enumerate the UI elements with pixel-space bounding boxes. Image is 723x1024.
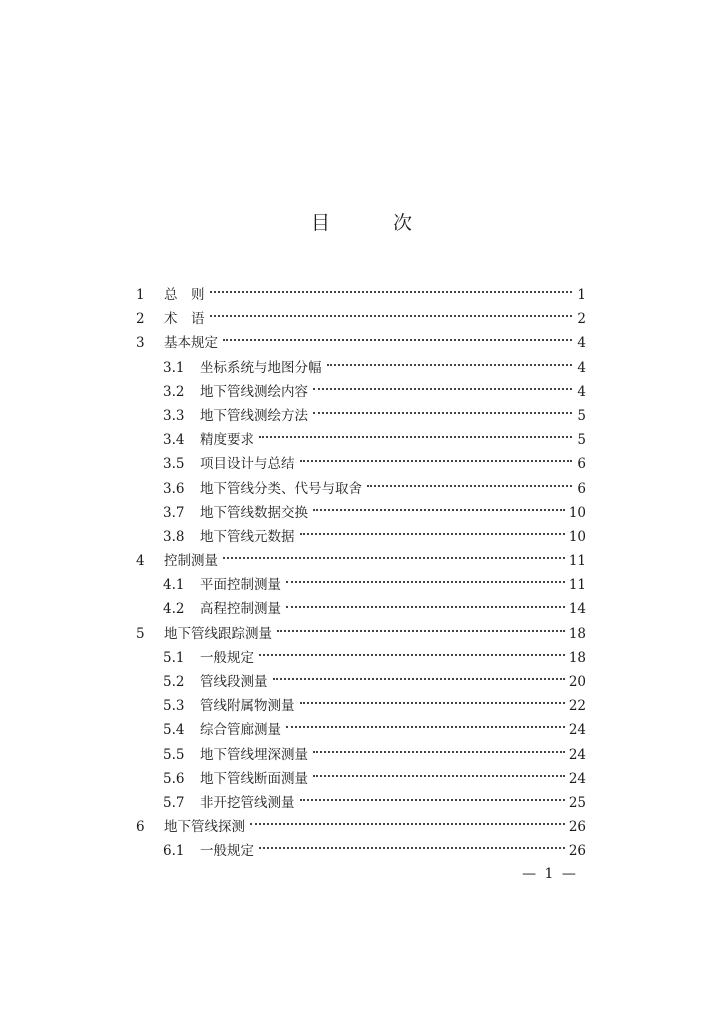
toc-entry-title: 地下管线分类、代号与取舍 <box>200 480 362 497</box>
toc-entry-number: 3 <box>136 335 145 352</box>
toc-entry-page: 24 <box>568 722 586 739</box>
toc-entry-page: 26 <box>568 819 586 836</box>
toc-dot-leader <box>300 702 565 704</box>
toc-dot-leader <box>277 630 565 632</box>
toc-entry[interactable] <box>136 525 586 549</box>
page-title: 目 次 <box>310 212 434 234</box>
page-number-footer: — 1 — <box>522 866 578 882</box>
toc-entry-title: 地下管线测绘方法 <box>200 407 308 424</box>
toc-dot-leader <box>313 775 565 777</box>
toc-dot-leader <box>313 751 565 753</box>
toc-entry-number: 3.6 <box>163 480 185 497</box>
toc-entry-page: 4 <box>577 359 586 376</box>
toc-dot-leader <box>300 460 573 462</box>
toc-dot-leader <box>300 533 565 535</box>
toc-entry-page: 25 <box>568 794 586 811</box>
toc-entry-number: 5.1 <box>163 649 185 666</box>
toc-entry[interactable] <box>136 477 586 501</box>
toc-entry-title: 基本规定 <box>164 335 218 352</box>
toc-dot-leader <box>300 799 565 801</box>
toc-entry-number: 3.2 <box>163 383 185 400</box>
toc-entry-number: 4.1 <box>163 577 185 594</box>
toc-dot-leader <box>259 654 565 656</box>
toc-dot-leader <box>250 823 565 825</box>
toc-entry-title: 地下管线探测 <box>164 819 245 836</box>
toc-entry-title: 非开挖管线测量 <box>200 794 295 811</box>
toc-entry-number: 5.5 <box>163 746 185 763</box>
toc-entry-page: 5 <box>577 407 586 424</box>
toc-dot-leader <box>210 315 573 317</box>
toc-dot-leader <box>313 509 565 511</box>
toc-entry-page: 5 <box>577 432 586 449</box>
toc-entry-number: 5.4 <box>163 722 185 739</box>
toc-entry[interactable] <box>136 428 586 452</box>
toc-entry-number: 5.3 <box>163 698 185 715</box>
toc-entry-number: 3.7 <box>163 504 185 521</box>
toc-entry-title: 平面控制测量 <box>200 577 281 594</box>
toc-entry-page: 4 <box>577 335 586 352</box>
toc-entry-page: 2 <box>577 311 586 328</box>
toc-entry-page: 11 <box>568 553 586 570</box>
toc-dot-leader <box>273 678 565 680</box>
toc-entry[interactable] <box>136 283 586 307</box>
toc-entry-title: 地下管线断面测量 <box>200 770 308 787</box>
toc-entry-page: 11 <box>568 577 586 594</box>
toc-entry-title: 控制测量 <box>164 553 218 570</box>
toc-entry[interactable] <box>136 839 586 863</box>
toc-entry-number: 4.2 <box>163 601 185 618</box>
toc-entry-title: 一般规定 <box>200 649 254 666</box>
toc-entry-page: 26 <box>568 843 586 860</box>
toc-entry-title: 地下管线跟踪测量 <box>164 625 272 642</box>
toc-entry-page: 24 <box>568 770 586 787</box>
toc-entry[interactable] <box>136 573 586 597</box>
toc-entry[interactable] <box>136 597 586 621</box>
toc-entry-page: 6 <box>577 456 586 473</box>
toc-dot-leader <box>259 436 572 438</box>
toc-entry-title: 综合管廊测量 <box>200 722 281 739</box>
toc-entry-number: 3.3 <box>163 407 185 424</box>
toc-entry-number: 6 <box>136 819 145 836</box>
toc-entry-number: 5.2 <box>163 674 185 690</box>
toc-entry-page: 4 <box>577 383 586 400</box>
toc-entry[interactable] <box>136 670 586 694</box>
toc-dot-leader <box>313 388 572 390</box>
toc-entry-page: 18 <box>568 649 586 666</box>
toc-entry-title: 坐标系统与地图分幅 <box>200 359 322 376</box>
toc-entry-title: 管线段测量 <box>200 674 268 690</box>
toc-entry-title: 高程控制测量 <box>200 601 281 618</box>
toc-entry-title: 项目设计与总结 <box>200 456 295 473</box>
toc-entry[interactable] <box>136 331 586 355</box>
toc-entry-page: 24 <box>568 746 586 763</box>
toc-entry[interactable] <box>136 622 586 646</box>
toc-entry[interactable] <box>136 743 586 767</box>
toc-dot-leader <box>210 291 573 293</box>
toc-entry-page: 10 <box>568 528 586 545</box>
toc-entry-number: 6.1 <box>163 843 185 860</box>
toc-dot-leader <box>313 412 572 414</box>
toc-entry[interactable] <box>136 452 586 476</box>
toc-entry-number: 2 <box>136 311 145 328</box>
toc-entry-title: 术 语 <box>164 311 205 328</box>
toc-dot-leader <box>286 726 565 728</box>
toc-dot-leader <box>286 581 565 583</box>
toc-entry-title: 一般规定 <box>200 843 254 860</box>
toc-dot-leader <box>223 339 572 341</box>
toc-entry-number: 4 <box>136 553 145 570</box>
toc-entry-number: 3.1 <box>163 359 185 376</box>
toc-entry-title: 地下管线数据交换 <box>200 504 308 521</box>
toc-entry[interactable] <box>136 307 586 331</box>
toc-entry-title: 精度要求 <box>200 432 254 449</box>
toc-entry-title: 地下管线测绘内容 <box>200 383 308 400</box>
toc-entry[interactable] <box>136 646 586 670</box>
toc-entry-title: 管线附属物测量 <box>200 698 295 715</box>
toc-entry-title: 地下管线元数据 <box>200 528 295 545</box>
toc-entry-page: 18 <box>568 625 586 642</box>
toc-entry[interactable] <box>136 767 586 791</box>
toc-entry-page: 14 <box>568 601 586 618</box>
toc-entry-title: 地下管线埋深测量 <box>200 746 308 763</box>
toc-entry[interactable] <box>136 815 586 839</box>
toc-dot-leader <box>223 557 565 559</box>
toc-entry[interactable] <box>136 549 586 573</box>
toc-entry-page: 1 <box>577 287 586 303</box>
toc-entry[interactable] <box>136 694 586 718</box>
toc-entry[interactable] <box>136 791 586 815</box>
toc-entry[interactable] <box>136 718 586 742</box>
toc-entry-number: 3.4 <box>163 432 185 449</box>
toc-entry-title: 总 则 <box>164 287 205 303</box>
toc-entry-number: 1 <box>136 287 145 303</box>
toc-entry-page: 22 <box>568 698 586 715</box>
toc-dot-leader <box>367 485 572 487</box>
toc-entry[interactable] <box>136 404 586 428</box>
toc-dot-leader <box>286 606 565 608</box>
toc-entry-page: 10 <box>568 504 586 521</box>
toc-entry-number: 5.7 <box>163 794 185 811</box>
toc-entry[interactable] <box>136 501 586 525</box>
toc-dot-leader <box>259 847 565 849</box>
toc-entry-number: 5.6 <box>163 770 185 787</box>
toc-entry-number: 3.8 <box>163 528 185 545</box>
toc-entry-page: 6 <box>577 480 586 497</box>
toc-entry-number: 5 <box>136 625 145 642</box>
toc-dot-leader <box>327 364 573 366</box>
toc-entry[interactable] <box>136 356 586 380</box>
table-of-contents <box>136 283 586 864</box>
toc-entry-page: 20 <box>568 674 586 690</box>
toc-entry[interactable] <box>136 380 586 404</box>
toc-entry-number: 3.5 <box>163 456 185 473</box>
